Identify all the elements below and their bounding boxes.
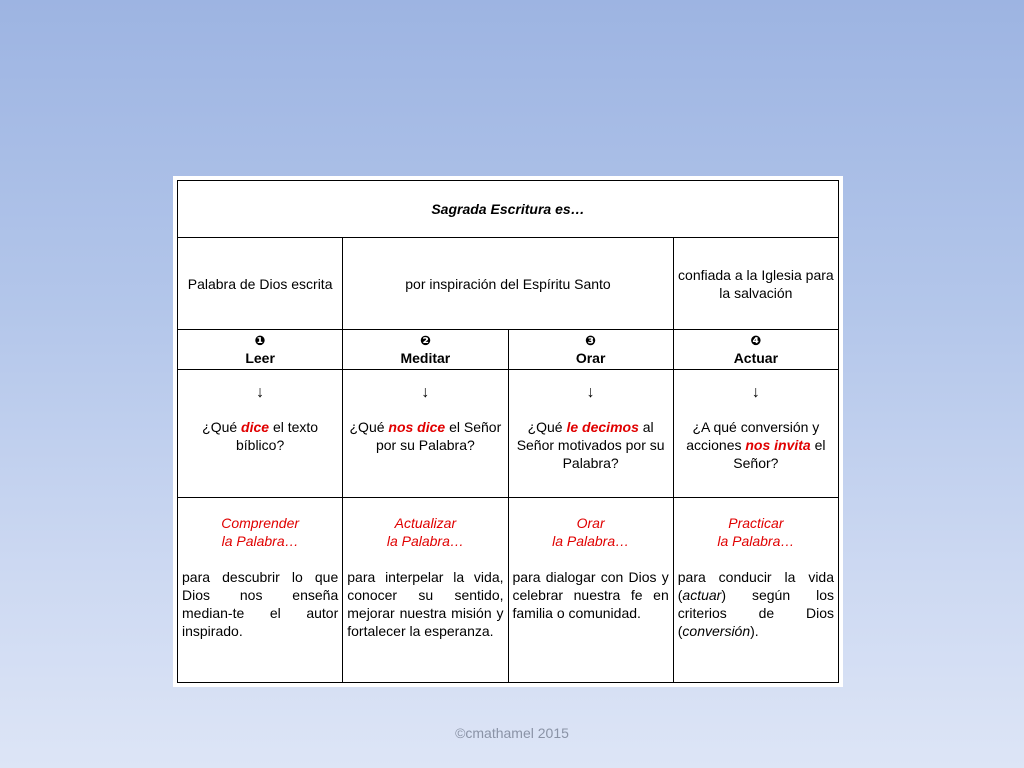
question-text: ¿Qué le decimos al Señor motivados por su Palabra? [516,419,665,471]
question-emphasis: le decimos [566,419,639,435]
action-title: Actualizar la Palabra… [386,515,464,549]
question-text: ¿Qué dice el texto bíblico? [202,419,319,453]
down-arrow-icon: ↓ [751,384,760,401]
step-orar [508,330,673,370]
step-label: Orar [575,349,606,366]
question-text: ¿A qué conversión y acciones nos invita el Señor? [686,419,826,471]
questions-row [178,370,839,498]
question-cell-meditar [343,370,508,498]
action-cell-comprender [178,498,343,683]
question-emphasis: nos invita [745,437,811,453]
step-label: Actuar [733,349,779,366]
scripture-table [177,180,839,683]
steps-row [178,330,839,370]
action-cell-orar [508,498,673,683]
intro-right-cell: confiada a la Iglesia para la salvación [673,238,838,330]
intro-left-cell: Palabra de Dios escrita [178,238,343,330]
step-label: Meditar [400,349,451,366]
question-emphasis: dice [241,419,270,435]
step-actuar [673,330,838,370]
step-label: Leer [245,349,275,366]
action-cell-practicar [673,498,838,683]
action-title: Comprender la Palabra… [221,515,300,549]
question-cell-actuar [673,370,838,498]
step-number: ❸ [585,332,597,348]
question-cell-orar [508,370,673,498]
action-cell-actualizar [343,498,508,683]
scripture-table-sheet [173,176,843,687]
down-arrow-icon: ↓ [421,384,430,401]
action-body: para interpelar la vida, conocer su sentido, mejorar nuestra misión y fortalecer la esperanza. [347,569,504,639]
down-arrow-icon: ↓ [586,384,595,401]
intro-middle-cell: por inspiración del Espíritu Santo [343,238,674,330]
actions-row [178,498,839,683]
action-body: para dialogar con Dios y celebrar nuestra fe en familia o comunidad. [512,569,669,621]
step-number: ❹ [750,332,762,348]
action-body: para conducir la vida (actuar) según los criterios de Dios (conversión). [677,569,834,639]
table-title: Sagrada Escritura es… [178,181,839,238]
question-text: ¿Qué nos dice el Señor por su Palabra? [349,419,502,453]
action-body: para descubrir lo que Dios nos enseña median-te el autor inspirado. [182,569,339,639]
title-row [178,181,839,238]
step-number: ❶ [254,332,266,348]
action-title: Orar la Palabra… [552,515,630,549]
down-arrow-icon: ↓ [256,384,265,401]
step-leer [178,330,343,370]
step-number: ❷ [419,332,431,348]
action-title: Practicar la Palabra… [717,515,795,549]
step-meditar [343,330,508,370]
question-emphasis: nos dice [388,419,446,435]
copyright-footer: ©cmathamel 2015 [455,725,569,741]
intro-row [178,238,839,330]
question-cell-leer [178,370,343,498]
